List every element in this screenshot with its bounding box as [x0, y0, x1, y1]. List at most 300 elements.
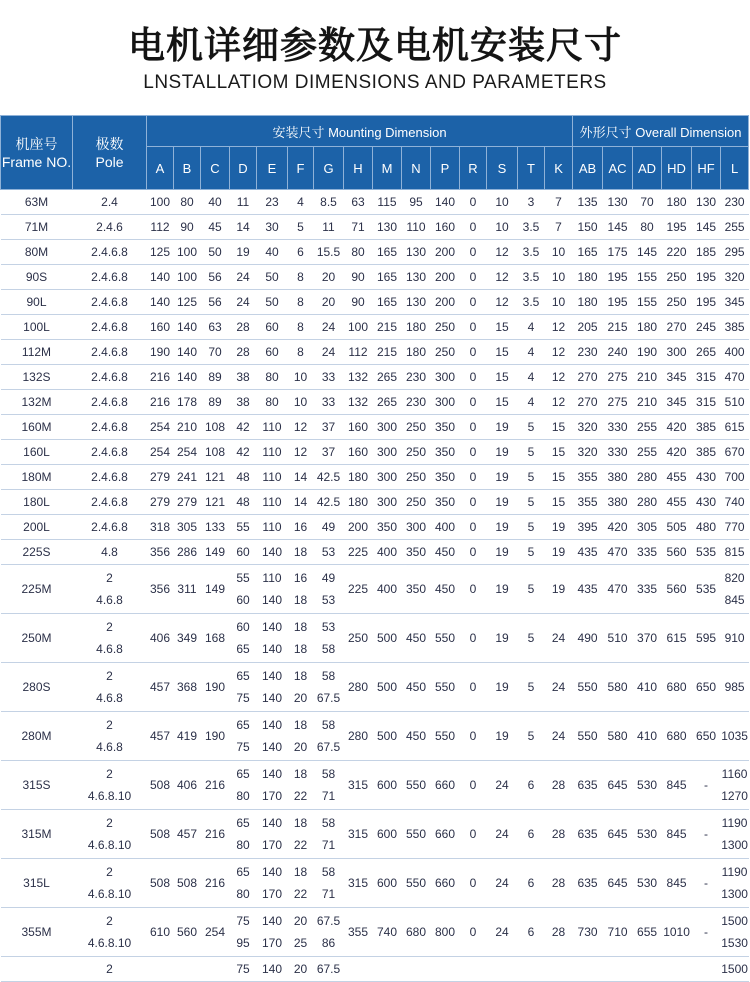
dim-cell-t: 6	[518, 761, 545, 810]
dim-cell-n: 250	[402, 440, 431, 465]
overall-dimension-header: 外形尺寸 Overall Dimension	[573, 116, 749, 147]
dim-cell-h: 80	[344, 240, 373, 265]
dim-cell-p: 160	[431, 215, 460, 240]
dim-cell-s: 10	[487, 190, 518, 215]
dim-cell-s: 15	[487, 390, 518, 415]
dim-value: 40	[265, 245, 279, 259]
dim-cell-ad: 655	[633, 908, 662, 957]
table-row	[1, 712, 749, 761]
dim-cell-hf: -	[692, 810, 721, 859]
dim-cell-c: 216	[201, 859, 230, 908]
dim-cell-h: 200	[344, 515, 373, 540]
dim-value: 37	[321, 445, 336, 459]
dim-value: 58	[321, 718, 336, 732]
dim-value: 38	[236, 370, 250, 384]
dim-cell-hd: 270	[662, 315, 692, 340]
dim-cell-d	[230, 265, 257, 290]
dim-value: 60	[236, 593, 250, 607]
table-row	[1, 515, 749, 540]
frame-cell: 180M	[1, 465, 73, 490]
pole-cell-line: 2	[106, 816, 113, 830]
dim-cell-g	[314, 540, 344, 565]
dim-cell-l-line: 1160	[721, 767, 748, 781]
pole-cell-line: 2	[106, 620, 113, 634]
dim-cell-a: 125	[147, 240, 174, 265]
dim-cell-r: 0	[460, 415, 487, 440]
dim-cell-k: 28	[545, 859, 573, 908]
dim-cell-ac: 330	[603, 440, 633, 465]
dim-cell-f	[288, 761, 314, 810]
column-header: H	[344, 147, 373, 190]
dim-cell-g	[314, 908, 344, 957]
pole-cell-line: 2.4.6.8	[91, 395, 128, 409]
dim-cell-e	[257, 712, 288, 761]
dim-value: 4	[297, 195, 304, 209]
dim-cell-h: 100	[344, 315, 373, 340]
dim-value: 140	[261, 767, 283, 781]
pole-cell-line: 2	[106, 914, 113, 928]
column-header: C	[201, 147, 230, 190]
dim-cell-l	[721, 540, 749, 565]
dim-cell-d	[230, 340, 257, 365]
dim-value: 53	[321, 545, 336, 559]
dim-value: 80	[236, 789, 250, 803]
dim-cell-e	[257, 415, 288, 440]
pole-cell: 2	[73, 957, 147, 982]
dim-cell-t: 5	[518, 540, 545, 565]
dim-cell-m: 300	[373, 440, 402, 465]
dim-cell-a: 356	[147, 565, 174, 614]
dim-cell-hf: 130	[692, 190, 721, 215]
dim-cell-ad: 70	[633, 190, 662, 215]
dim-cell-l-line: 510	[724, 395, 745, 409]
dim-cell-ac: 175	[603, 240, 633, 265]
dim-cell-h: 315	[344, 859, 373, 908]
dim-cell-l-line: 845	[724, 593, 745, 607]
dim-value: 170	[261, 789, 283, 803]
dim-value: 50	[265, 270, 279, 284]
dim-cell-s: 19	[487, 465, 518, 490]
dim-cell-k: 12	[545, 315, 573, 340]
dim-cell-hd: 250	[662, 290, 692, 315]
dim-cell-p: 450	[431, 565, 460, 614]
dim-cell-n: 250	[402, 415, 431, 440]
pole-cell-line: 4.6.8.10	[87, 887, 132, 901]
dim-value: 140	[261, 865, 283, 879]
column-header: B	[174, 147, 201, 190]
dim-cell-f	[288, 290, 314, 315]
dim-cell-g	[314, 465, 344, 490]
dim-value: 140	[261, 545, 283, 559]
dim-cell-l	[721, 290, 749, 315]
dim-cell-s: 19	[487, 614, 518, 663]
dim-cell-a: 140	[147, 290, 174, 315]
dim-cell-hd: 300	[662, 340, 692, 365]
dim-cell-t: 5	[518, 490, 545, 515]
dim-value: 140	[261, 740, 283, 754]
dim-value: 49	[321, 520, 336, 534]
dim-cell-e	[257, 390, 288, 415]
dim-cell-l	[721, 340, 749, 365]
dim-cell-p: 550	[431, 663, 460, 712]
dim-value: 67.5	[316, 914, 341, 928]
dim-cell-p: 140	[431, 190, 460, 215]
dim-cell: 67.5	[314, 957, 344, 982]
dim-cell-p: 400	[431, 515, 460, 540]
dim-cell-k: 24	[545, 614, 573, 663]
dim-cell-r: 0	[460, 265, 487, 290]
dim-cell-ad: 530	[633, 859, 662, 908]
dim-cell-hf: 385	[692, 440, 721, 465]
dim-cell-g	[314, 515, 344, 540]
dim-cell-ad: 155	[633, 290, 662, 315]
dim-cell-r: 0	[460, 365, 487, 390]
dim-cell-hf: -	[692, 859, 721, 908]
dim-value: 80	[265, 395, 279, 409]
dim-cell-d	[230, 190, 257, 215]
table-row	[1, 340, 749, 365]
dim-cell-f	[288, 515, 314, 540]
dim-value: 86	[321, 936, 336, 950]
dim-cell-g	[314, 663, 344, 712]
dim-cell-a: 216	[147, 390, 174, 415]
dim-cell-hd: 845	[662, 859, 692, 908]
dim-value: 65	[236, 865, 250, 879]
table-row	[1, 415, 749, 440]
page-subtitle: LNSTALLATIOM DIMENSIONS AND PARAMETERS	[143, 72, 607, 93]
dim-value: 60	[236, 545, 250, 559]
dim-cell-l	[721, 440, 749, 465]
dim-value: 140	[261, 593, 283, 607]
dim-cell-c: 45	[201, 215, 230, 240]
dim-cell-e	[257, 190, 288, 215]
dim-value: 170	[261, 936, 283, 950]
dim-cell-r: 0	[460, 761, 487, 810]
dim-cell-c: 89	[201, 365, 230, 390]
frame-cell: 200L	[1, 515, 73, 540]
dim-cell-f	[288, 565, 314, 614]
dim-cell-l-line: 770	[724, 520, 745, 534]
dim-cell-b: 100	[174, 265, 201, 290]
frame-cell: 90L	[1, 290, 73, 315]
frame-cell: 225M	[1, 565, 73, 614]
dim-value: 11	[236, 195, 250, 209]
dim-cell-e	[257, 908, 288, 957]
dim-cell-f	[288, 215, 314, 240]
dim-cell-g	[314, 340, 344, 365]
dim-cell-k: 28	[545, 908, 573, 957]
dim-cell-t: 3.5	[518, 265, 545, 290]
dim-cell-k: 10	[545, 240, 573, 265]
dim-cell-t: 3.5	[518, 240, 545, 265]
column-header: L	[721, 147, 749, 190]
dim-value: 14	[293, 470, 308, 484]
dim-cell-c: 190	[201, 712, 230, 761]
dim-cell-n: 180	[402, 340, 431, 365]
dim-cell-a: 112	[147, 215, 174, 240]
dim-value: 60	[236, 620, 250, 634]
dim-value: 53	[321, 593, 336, 607]
dim-cell-a: 279	[147, 490, 174, 515]
pole-cell-line: 4.6.8	[96, 740, 123, 754]
dim-cell-l-line: 230	[724, 195, 745, 209]
pole-cell	[73, 390, 147, 415]
dim-cell-hf: -	[692, 908, 721, 957]
pole-cell-line: 4.6.8	[96, 691, 123, 705]
frame-cell: 250M	[1, 614, 73, 663]
dim-cell-g	[314, 315, 344, 340]
column-header: S	[487, 147, 518, 190]
column-header: AD	[633, 147, 662, 190]
dim-cell-k: 19	[545, 540, 573, 565]
dim-cell-t: 5	[518, 614, 545, 663]
pole-cell-line: 2.4.6.8	[91, 445, 128, 459]
dim-value: 50	[265, 295, 279, 309]
dim-cell-m: 500	[373, 712, 402, 761]
dim-value: 6	[297, 245, 304, 259]
dim-cell-c: 70	[201, 340, 230, 365]
dim-cell-hf: -	[692, 761, 721, 810]
dim-cell-b: 140	[174, 315, 201, 340]
dim-cell-d	[230, 859, 257, 908]
dim-cell-b: 80	[174, 190, 201, 215]
dim-cell-d	[230, 390, 257, 415]
pole-cell-line: 2	[106, 571, 113, 585]
dim-value: 10	[293, 370, 308, 384]
dim-value: 48	[236, 470, 250, 484]
dim-cell-l	[721, 663, 749, 712]
dim-cell-l-line: 470	[724, 370, 745, 384]
dim-cell-c: 133	[201, 515, 230, 540]
pole-cell	[73, 265, 147, 290]
dim-cell-e	[257, 240, 288, 265]
dim-cell-ac: 580	[603, 712, 633, 761]
dim-cell-n: 130	[402, 290, 431, 315]
dim-cell-h: 160	[344, 440, 373, 465]
dim-value: 18	[293, 593, 308, 607]
pole-cell-line: 4.8	[101, 545, 118, 559]
dim-cell-h: 250	[344, 614, 373, 663]
dim-cell-s: 19	[487, 565, 518, 614]
dim-cell-a: 318	[147, 515, 174, 540]
dim-cell-c: 40	[201, 190, 230, 215]
dim-value: 140	[261, 914, 283, 928]
dim-cell-t: 4	[518, 390, 545, 415]
dim-cell-n: 550	[402, 810, 431, 859]
dim-cell-f	[288, 540, 314, 565]
dim-cell-k: 15	[545, 415, 573, 440]
dim-cell-k: 15	[545, 490, 573, 515]
dim-cell-hd: 420	[662, 440, 692, 465]
dim-cell-n: 130	[402, 240, 431, 265]
dim-value: 8.5	[320, 195, 337, 209]
dim-value: 18	[293, 669, 308, 683]
dim-value: 8	[297, 345, 304, 359]
dim-cell-g	[314, 390, 344, 415]
dim-value: 18	[293, 642, 308, 656]
dim-cell-ab: 270	[573, 365, 603, 390]
dim-value: 71	[321, 887, 336, 901]
dim-cell-ab: 635	[573, 810, 603, 859]
dim-cell-hd: 195	[662, 215, 692, 240]
dim-cell-b: 241	[174, 465, 201, 490]
table-row	[1, 663, 749, 712]
dim-cell-d	[230, 315, 257, 340]
dim-cell-r: 0	[460, 390, 487, 415]
dim-value: 19	[236, 245, 250, 259]
dim-cell-n: 110	[402, 215, 431, 240]
dim-value: 22	[293, 887, 308, 901]
dim-cell-m: 165	[373, 240, 402, 265]
dim-cell-ab: 180	[573, 265, 603, 290]
dim-cell-l-line: 1190	[721, 865, 748, 879]
dim-cell-e	[257, 290, 288, 315]
table-row	[1, 540, 749, 565]
dim-cell-b: 140	[174, 340, 201, 365]
dim-cell-e	[257, 465, 288, 490]
pole-cell	[73, 663, 147, 712]
pole-cell	[73, 440, 147, 465]
dim-cell-r: 0	[460, 540, 487, 565]
pole-cell-line: 4.6.8	[96, 593, 123, 607]
dim-cell-h: 90	[344, 290, 373, 315]
dim-cell-c: 108	[201, 440, 230, 465]
dim-cell-p: 660	[431, 761, 460, 810]
column-header: R	[460, 147, 487, 190]
dim-value: 65	[236, 642, 250, 656]
dim-cell-h: 315	[344, 810, 373, 859]
dim-cell-p: 450	[431, 540, 460, 565]
dim-cell-k: 7	[545, 215, 573, 240]
dim-cell-hd: 680	[662, 712, 692, 761]
dim-value: 20	[293, 914, 308, 928]
dim-cell-s: 12	[487, 265, 518, 290]
dim-cell-hf: 595	[692, 614, 721, 663]
dim-cell-ad: 335	[633, 565, 662, 614]
dim-cell-h: 280	[344, 712, 373, 761]
dim-cell-g	[314, 365, 344, 390]
dim-cell-n: 230	[402, 365, 431, 390]
pole-cell	[73, 540, 147, 565]
dim-cell-l-line: 255	[724, 220, 745, 234]
dim-value: 18	[293, 865, 308, 879]
frame-cell: 132M	[1, 390, 73, 415]
dim-cell-b: 305	[174, 515, 201, 540]
dim-value: 42.5	[316, 470, 341, 484]
dim-cell-e	[257, 810, 288, 859]
dim-value: 20	[321, 295, 336, 309]
dim-value: 14	[293, 495, 308, 509]
dim-value: 58	[321, 767, 336, 781]
dim-value: 33	[321, 370, 336, 384]
pole-cell	[73, 215, 147, 240]
dim-cell-c: 89	[201, 390, 230, 415]
dim-cell-l	[721, 859, 749, 908]
dim-cell-k: 10	[545, 290, 573, 315]
dim-cell-ad: 255	[633, 415, 662, 440]
dim-cell-p: 550	[431, 712, 460, 761]
dim-value: 170	[261, 887, 283, 901]
dim-cell-l-line: 1190	[721, 816, 748, 830]
dim-cell-l-line: 670	[724, 445, 745, 459]
dim-cell-c: 254	[201, 908, 230, 957]
dim-cell-f	[288, 340, 314, 365]
dim-value: 95	[236, 936, 250, 950]
dim-cell-l-line: 815	[724, 545, 745, 559]
dim-value: 55	[236, 520, 250, 534]
dim-cell-ad: 280	[633, 465, 662, 490]
frame-cell: 280M	[1, 712, 73, 761]
dim-cell-l	[721, 265, 749, 290]
dim-cell-l-line: 1300	[721, 887, 748, 901]
dim-value: 18	[293, 816, 308, 830]
dim-cell-l-line: 1500	[721, 914, 748, 928]
dim-cell-a: 279	[147, 465, 174, 490]
dim-cell-e	[257, 540, 288, 565]
dim-cell-c: 121	[201, 490, 230, 515]
dim-value: 75	[236, 914, 250, 928]
dim-cell-s: 12	[487, 240, 518, 265]
dim-cell-e	[257, 440, 288, 465]
dim-cell-f	[288, 810, 314, 859]
frame-cell: 315S	[1, 761, 73, 810]
dim-cell-m: 215	[373, 315, 402, 340]
dim-cell-l-line: 1530	[721, 936, 748, 950]
dim-cell-ab: 150	[573, 215, 603, 240]
dim-cell-c: 149	[201, 540, 230, 565]
dim-cell-c: 149	[201, 565, 230, 614]
dim-cell-l	[721, 240, 749, 265]
dim-value: 67.5	[316, 691, 341, 705]
dim-cell-m: 600	[373, 859, 402, 908]
dim-value: 140	[261, 642, 283, 656]
dim-cell-f	[288, 614, 314, 663]
dim-cell-hd: 845	[662, 810, 692, 859]
pole-cell	[73, 565, 147, 614]
dim-cell-h: 132	[344, 390, 373, 415]
dim-cell-k: 28	[545, 761, 573, 810]
table-row	[1, 908, 749, 957]
column-header: A	[147, 147, 174, 190]
dim-cell-s: 19	[487, 712, 518, 761]
dim-cell-d	[230, 290, 257, 315]
dim-value: 49	[321, 571, 336, 585]
pole-cell-line: 2.4.6.8	[91, 245, 128, 259]
dim-cell-ad: 210	[633, 390, 662, 415]
pole-cell	[73, 315, 147, 340]
pole-cell	[73, 415, 147, 440]
dim-cell-m: 300	[373, 490, 402, 515]
dim-cell-e	[257, 215, 288, 240]
frame-cell: 355M	[1, 908, 73, 957]
dim-cell-h: 315	[344, 761, 373, 810]
dim-cell-g	[314, 440, 344, 465]
dim-cell-b: 311	[174, 565, 201, 614]
dim-value: 20	[321, 270, 336, 284]
dim-cell-ac: 710	[603, 908, 633, 957]
dim-cell-m: 350	[373, 515, 402, 540]
dim-value: 58	[321, 865, 336, 879]
dim-cell-hf: 185	[692, 240, 721, 265]
dim-value: 58	[321, 669, 336, 683]
dim-cell-b: 140	[174, 365, 201, 390]
dim-value: 80	[236, 838, 250, 852]
dim-cell-a: 100	[147, 190, 174, 215]
dim-cell-r: 0	[460, 490, 487, 515]
dim-value: 37	[321, 420, 336, 434]
dim-cell-ad: 370	[633, 614, 662, 663]
dim-cell-r: 0	[460, 908, 487, 957]
